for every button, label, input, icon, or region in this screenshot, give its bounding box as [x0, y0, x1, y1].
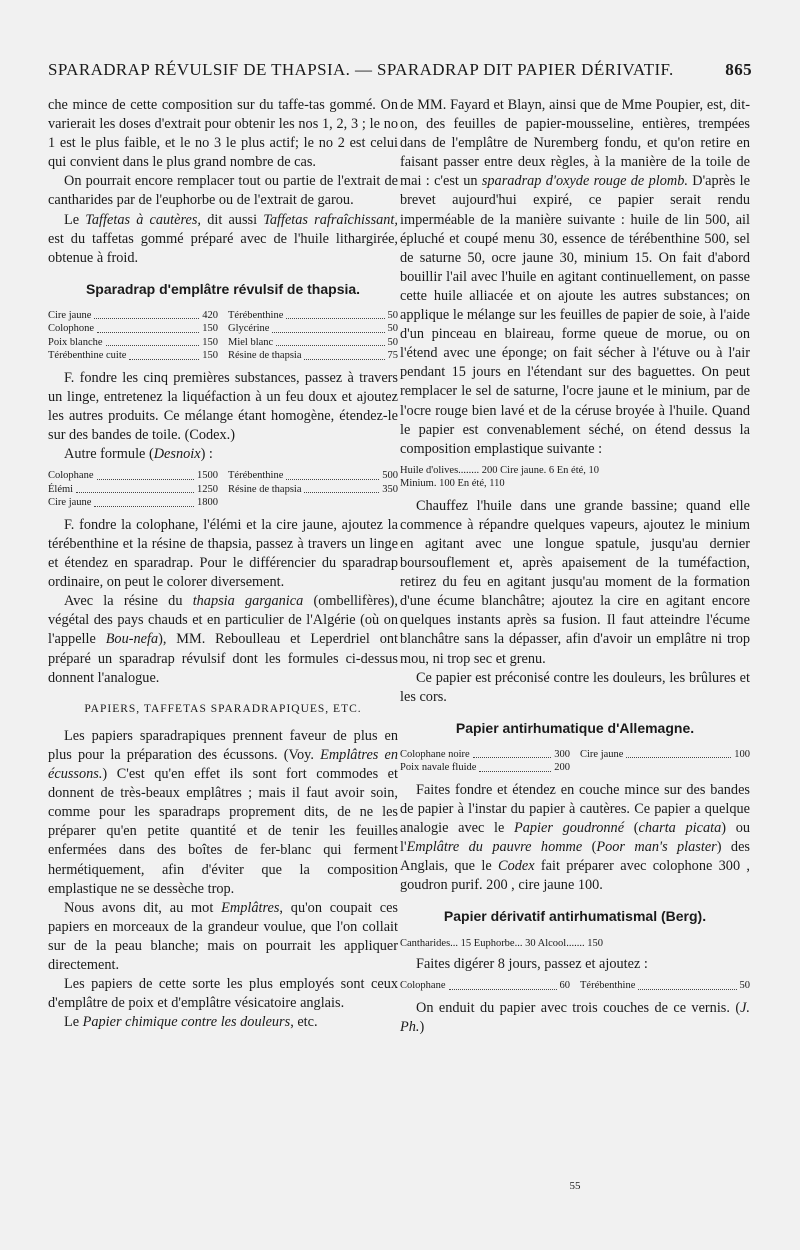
- ingredient-quantity: 60: [559, 980, 570, 992]
- leader-dots: [479, 761, 551, 772]
- ingredient-name: Élémi: [48, 483, 74, 495]
- leader-dots: [276, 336, 384, 347]
- ingredient-name: Térébenthine: [580, 980, 636, 992]
- running-header: [48, 60, 752, 80]
- ingredient-name: Miel blanc: [228, 336, 274, 348]
- left-column: [48, 96, 398, 1032]
- recipe-line: Minium. 100 En été, 110: [400, 478, 505, 490]
- recipe-table: [400, 748, 750, 775]
- ingredient-quantity: 350: [382, 483, 398, 495]
- ingredient-name: Cire jaune: [580, 748, 624, 760]
- recipe-table: [48, 309, 398, 363]
- leader-dots: [94, 496, 194, 507]
- ingredient-name: Résine de thapsia: [228, 483, 302, 495]
- ingredient-name: Colophone: [48, 323, 95, 335]
- recipe-row: [228, 336, 398, 350]
- leader-dots: [626, 748, 731, 759]
- ingredient-name: Colophane noire: [400, 748, 470, 760]
- recipe-row: [48, 322, 218, 336]
- leader-dots: [304, 483, 379, 494]
- paragraph: Le Taffetas à cautères, dit aussi Taffetas rafraîchissant, est du taffetas gommé préparé avec de l'huile lithargirée, obtenue à froid.: [48, 211, 398, 266]
- paragraph: che mince de cette composition sur du taffe-tas gommé. On varierait les doses d'extrait pour obtenir les nos 1, 2, 3 ; le no 1 est le plus faible, et le no 3 le plus actif; le no 2 est celui qui convient dans le plus grand nombre de cas.: [48, 97, 398, 171]
- ingredient-name: Colophane: [48, 470, 94, 482]
- leader-dots: [449, 979, 557, 990]
- recipe-line: Huile d'olives........ 200 Cire jaune. 6 En été, 10: [400, 464, 600, 476]
- recipe-row: [48, 309, 218, 323]
- recipe-row: [48, 336, 218, 350]
- ingredient-quantity: 150: [202, 323, 218, 335]
- ingredient-name: Poix blanche: [48, 336, 103, 348]
- leader-dots: [76, 483, 194, 494]
- section-heading-papiers: PAPIERS, TAFFETAS SPARADRAPIQUES, ETC.: [84, 702, 362, 715]
- ingredient-name: Térébenthine: [228, 470, 284, 482]
- right-column: [400, 96, 750, 1037]
- recipe-table: [400, 979, 750, 993]
- recipe-row: [400, 761, 570, 775]
- ingredient-name: Cire jaune: [48, 497, 92, 509]
- ingredient-name: Résine de thapsia: [228, 350, 302, 362]
- recipe-row: [228, 309, 398, 323]
- paragraph: Le Papier chimique contre les douleurs, etc.: [64, 1014, 318, 1031]
- ingredient-quantity: 150: [202, 350, 218, 362]
- leader-dots: [473, 748, 552, 759]
- recipe-row: [580, 979, 750, 993]
- paragraph: Avec la résine du thapsia garganica (ombellifères), végétal des pays chauds et en particulier de l'Algérie (où on l'appelle Bou-nefa), MM. Reboulleau et Leperdriel ont préparé un sparadrap révulsif dont les formules ci-dessus donnent l'analogue.: [48, 593, 399, 686]
- ingredient-name: Cire jaune: [48, 309, 92, 321]
- ingredient-quantity: 150: [202, 336, 218, 348]
- header-title: SPARADRAP RÉVULSIF DE THAPSIA. — SPARADRAP DIT PAPIER DÉRIVATIF.: [48, 60, 674, 79]
- paragraph: Ce papier est préconisé contre les douleurs, les brûlures et les cors.: [400, 669, 750, 705]
- section-heading-allemagne: Papier antirhumatique d'Allemagne.: [455, 719, 695, 736]
- recipe-table: [48, 469, 398, 510]
- paragraph: On enduit du papier avec trois couches de ce vernis. (J. Ph.): [400, 999, 750, 1035]
- signature-mark: 55: [569, 1180, 581, 1192]
- paragraph: On pourrait encore remplacer tout ou partie de l'extrait de cantharides par de l'euphorbe ou de l'extrait de garou.: [48, 173, 398, 209]
- ingredient-quantity: 200: [554, 762, 570, 774]
- recipe-row: [48, 496, 218, 510]
- recipe-table: [400, 464, 750, 491]
- ingredient-quantity: 75: [387, 350, 398, 362]
- recipe-row: [48, 483, 218, 497]
- paragraph: F. fondre la colophane, l'élémi et la cire jaune, ajoutez la térébenthine et la résine de thapsia, passez à travers un linge et étendez en sparadrap. Pour le différencier du sparadrap ordinaire, on peut le colorer diversement.: [48, 516, 398, 591]
- ingredient-name: Glycérine: [228, 323, 270, 335]
- recipe-row: [400, 979, 570, 993]
- paragraph: Nous avons dit, au mot Emplâtres, qu'on coupait ces papiers en morceaux de la grandeur voulue, que l'on collait sur de la peau blanche; mais on pourrait les appliquer directement.: [48, 899, 398, 973]
- page-number: 865: [725, 60, 752, 79]
- ingredient-quantity: 100: [734, 748, 750, 760]
- ingredient-quantity: 50: [387, 309, 398, 321]
- leader-dots: [106, 336, 200, 347]
- leader-dots: [304, 349, 384, 360]
- ingredient-quantity: 420: [202, 309, 218, 321]
- recipe-row: [228, 349, 398, 363]
- leader-dots: [94, 309, 199, 320]
- ingredient-quantity: 1500: [197, 470, 218, 482]
- ingredient-quantity: 500: [382, 470, 398, 482]
- ingredient-quantity: 1800: [197, 497, 218, 509]
- section-heading-berg: Papier dérivatif antirhumatismal (Berg).: [443, 908, 707, 925]
- leader-dots: [97, 469, 195, 480]
- recipe-line: Cantharides... 15 Euphorbe... 30 Alcool....... 150: [400, 937, 603, 949]
- ingredient-name: Térébenthine: [228, 309, 284, 321]
- paragraph: Faites digérer 8 jours, passez et ajoutez :: [416, 956, 648, 973]
- paragraph: Autre formule (Desnoix) :: [64, 446, 213, 463]
- recipe-row: [48, 469, 218, 483]
- ingredient-name: Poix navale fluide: [400, 762, 477, 774]
- ingredient-quantity: 1250: [197, 483, 218, 495]
- ingredient-quantity: 50: [387, 323, 398, 335]
- ingredient-quantity: 50: [387, 336, 398, 348]
- leader-dots: [129, 349, 199, 360]
- leader-dots: [272, 322, 384, 333]
- paragraph: de MM. Fayard et Blayn, ainsi que de Mme Poupier, est, dit-on, des feuilles de papier-mousseline, entières, trempées dans de l'emplâtre de Nuremberg fondu, et qu'on retire en faisant passer entre deux règles, à la manière de la toile de mai : c'est un sparadrap d'oxyde rouge de plomb. D'après le brevet aujourd'hui expiré, ce papier serait rendu imperméable de la manière suivante : huile de lin 500, ail épluché et coupé menu 30, essence de térébenthine 500, sel de saturne 50, ocre jaune 30, minium 15. On fait d'abord bouillir l'ail avec l'huile en agitant continuellement, on passe cette huile alliacée et on ajoute les autres substances; on applique le mélange sur les feuilles de papier de soie, à l'aide d'un pinceau en blaireau, forme queue de morue, ou on l'étend avec une éponge; on fait sécher à l'étuve ou à l'air pendant 15 jours en l'étendant sur des baguettes. On peut remplacer le sel de saturne, l'ocre jaune et le minium, par de l'ocre rouge bien lavé et de la céruse broyée à l'huile. Quand le papier est convenablement séché, on étend dessus la composition emplastique suivante :: [400, 97, 750, 457]
- section-heading-thapsia: Sparadrap d'emplâtre révulsif de thapsia.: [85, 280, 361, 297]
- leader-dots: [97, 322, 199, 333]
- leader-dots: [286, 469, 379, 480]
- leader-dots: [286, 309, 384, 320]
- recipe-row: [580, 748, 750, 762]
- paragraph: F. fondre les cinq premières substances, passez à travers un linge, entretenez la liquéfaction à un feu doux et ajoutez les autres produits. Ce mélange étant homogène, étendez-le sur des bandes de toile. (Codex.): [48, 369, 398, 444]
- recipe-row: [48, 349, 218, 363]
- recipe-row: [228, 322, 398, 336]
- paragraph: Faites fondre et étendez en couche mince sur des bandes de papier à l'instar du papier à cautères. Ce papier a quelque analogie avec le Papier goudronné (charta picata) ou l'Emplâtre du pauvre homme (Poor man's plaster) des Anglais, que le Codex fait préparer avec colophone 300 , goudron purif. 200 , cire jaune 100.: [400, 781, 751, 894]
- ingredient-name: Térébenthine cuite: [48, 350, 127, 362]
- recipe-row: [400, 748, 570, 762]
- recipe-row: [228, 483, 398, 497]
- ingredient-name: Colophane: [400, 980, 446, 992]
- paragraph: Chauffez l'huile dans une grande bassine; quand elle commence à répandre quelques vapeurs, ajoutez le minium en agitant avec une longue spatule, jusqu'au dernier boursouflement et, après apaisement de la tuméfaction, retirez du feu en agitant jusqu'au moment de la formation d'une écume blanchâtre; ajoutez la cire en agitant encore quelques instants après sa fusion. Il faut atteindre l'écume blanchâtre sans la dépasser, afin d'avoir un emplâtre ni trop mou, ni trop sec et grenu.: [400, 497, 750, 667]
- paragraph: Les papiers sparadrapiques prennent faveur de plus en plus pour la préparation des écussons. (Voy. Emplâtres en écussons.) C'est qu'en effet ils sont fort commodes et donnent de très-beaux emplâtres ; mais il faut avoir soin, comme pour les sparadraps proprement dits, de ne les préparer qu'en petite quantité et de tenir les feuilles enfermées dans des boîtes de fer-blanc qui ferment hermétiquement, afin d'éviter que la composition emplastique ne se dessèche trop.: [48, 727, 399, 897]
- paragraph: Les papiers de cette sorte les plus employés sont ceux d'emplâtre de poix et d'emplâtre vésicatoire anglais.: [48, 976, 398, 1012]
- ingredient-quantity: 300: [554, 748, 570, 760]
- ingredient-quantity: 50: [739, 980, 750, 992]
- recipe-row: [228, 469, 398, 483]
- leader-dots: [638, 979, 736, 990]
